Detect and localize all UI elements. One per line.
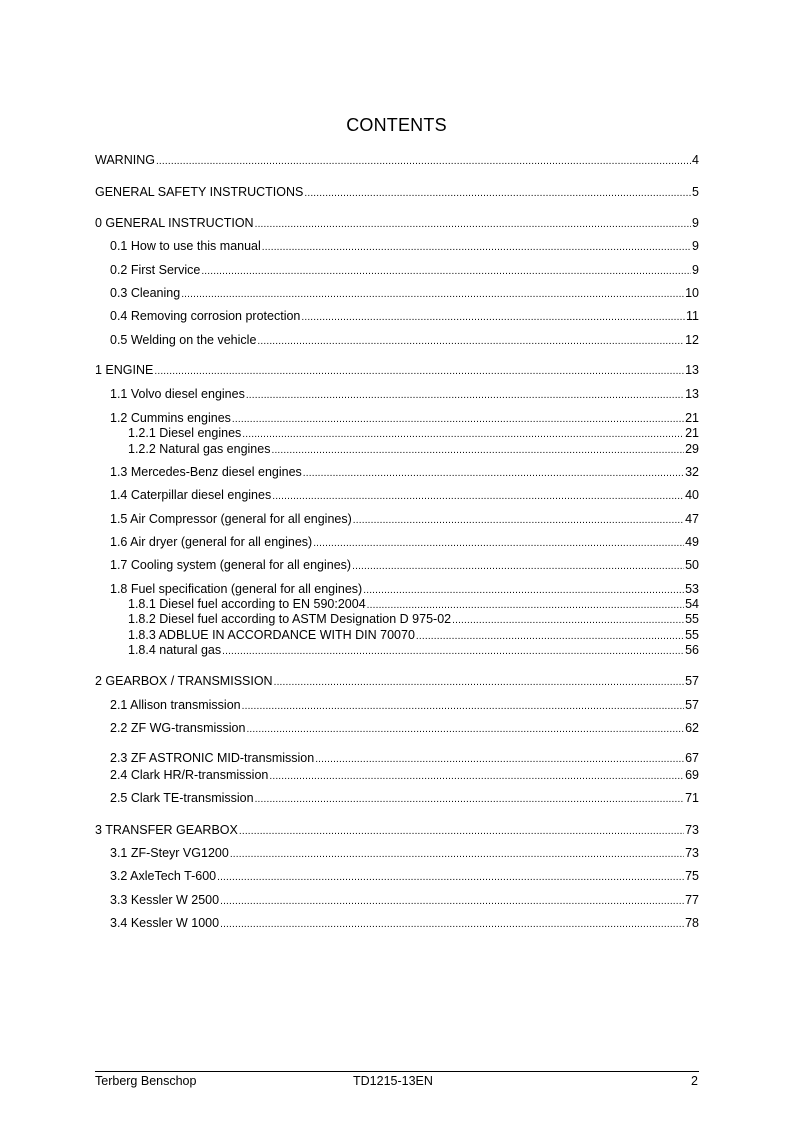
toc-entry-label: 2.5 Clark TE-transmission	[110, 791, 254, 805]
dot-leader	[303, 466, 684, 482]
toc-entry-label: 1 ENGINE	[95, 363, 154, 377]
toc-entry-page: 32	[685, 465, 699, 479]
toc-entry-page: 47	[685, 512, 699, 526]
toc-entry-label: 3.4 Kessler W 1000	[110, 916, 220, 930]
toc-entry-label: 1.8.4 natural gas	[128, 643, 222, 657]
toc-entry-1-8-1[interactable]	[128, 596, 699, 612]
toc-entry-page: 57	[685, 698, 699, 712]
dot-leader	[301, 310, 685, 326]
dot-leader	[313, 536, 684, 552]
dot-leader	[255, 217, 691, 233]
toc-entry-label: 0.2 First Service	[110, 263, 201, 277]
toc-entry-2-3[interactable]	[110, 750, 699, 766]
footer-page-number: 2	[691, 1074, 698, 1088]
toc-entry-label: 1.8 Fuel specification (general for all engines)	[110, 582, 363, 596]
toc-entry-safety[interactable]	[95, 184, 699, 200]
toc-entry-label: 3.3 Kessler W 2500	[110, 893, 220, 907]
toc-entry-label: 0.3 Cleaning	[110, 286, 181, 300]
toc-entry-section-2[interactable]	[95, 673, 699, 689]
dot-leader	[201, 264, 691, 280]
dot-leader	[304, 186, 691, 202]
toc-entry-2-2[interactable]	[110, 720, 699, 736]
toc-entry-label: 2.1 Allison transmission	[110, 698, 241, 712]
toc-entry-page: 10	[685, 286, 699, 300]
footer-divider	[95, 1071, 699, 1072]
toc-entry-1-7[interactable]	[110, 557, 699, 573]
toc-entry-page: 62	[685, 721, 699, 735]
toc-entry-page: 13	[685, 387, 699, 401]
toc-entry-1-6[interactable]	[110, 534, 699, 550]
toc-entry-label: 1.5 Air Compressor (general for all engines)	[110, 512, 352, 526]
dot-leader	[230, 847, 684, 863]
toc-entry-label: 2 GEARBOX / TRANSMISSION	[95, 674, 273, 688]
dot-leader	[156, 154, 691, 170]
toc-entry-3-1[interactable]	[110, 845, 699, 861]
dot-leader	[257, 334, 684, 350]
toc-entry-1-8-4[interactable]	[128, 642, 699, 658]
toc-entry-label: 0.4 Removing corrosion protection	[110, 309, 301, 323]
toc-entry-label: WARNING	[95, 153, 155, 167]
dot-leader	[353, 513, 684, 529]
toc-entry-warning[interactable]	[95, 152, 699, 168]
toc-entry-page: 12	[685, 333, 699, 347]
toc-entry-0-3[interactable]	[110, 285, 699, 301]
toc-entry-page: 71	[685, 791, 699, 805]
toc-entry-label: 1.1 Volvo diesel engines	[110, 387, 245, 401]
toc-entry-page: 55	[685, 628, 699, 642]
toc-entry-page: 67	[685, 751, 699, 765]
toc-entry-section-0[interactable]	[95, 215, 699, 231]
toc-entry-label: 2.2 ZF WG-transmission	[110, 721, 246, 735]
toc-entry-3-3[interactable]	[110, 892, 699, 908]
toc-entry-label: 0.1 How to use this manual	[110, 239, 261, 253]
toc-entry-label: 1.8.1 Diesel fuel according to EN 590:2004	[128, 597, 366, 611]
toc-entry-page: 13	[685, 363, 699, 377]
toc-entry-label: 1.2.2 Natural gas engines	[128, 442, 271, 456]
toc-entry-1-4[interactable]	[110, 487, 699, 503]
toc-entry-1-5[interactable]	[110, 511, 699, 527]
toc-entry-label: 2.3 ZF ASTRONIC MID-transmission	[110, 751, 315, 765]
toc-entry-1-3[interactable]	[110, 464, 699, 480]
toc-entry-label: 3.1 ZF-Steyr VG1200	[110, 846, 229, 860]
toc-entry-2-5[interactable]	[110, 790, 699, 806]
toc-entry-2-4[interactable]	[110, 767, 699, 783]
dot-leader	[246, 388, 684, 404]
toc-entry-page: 55	[685, 612, 699, 626]
toc-entry-page: 57	[685, 674, 699, 688]
toc-entry-label: 1.3 Mercedes-Benz diesel engines	[110, 465, 302, 479]
toc-entry-3-2[interactable]	[110, 868, 699, 884]
toc-entry-1-2[interactable]	[110, 410, 699, 426]
toc-entry-label: 1.2.1 Diesel engines	[128, 426, 242, 440]
toc-entry-label: 1.7 Cooling system (general for all engines)	[110, 558, 352, 572]
toc-entry-3-4[interactable]	[110, 915, 699, 931]
page-title: CONTENTS	[346, 115, 447, 135]
toc-entry-page: 54	[685, 597, 699, 611]
toc-entry-page: 73	[685, 823, 699, 837]
dot-leader	[220, 894, 684, 910]
dot-leader	[181, 287, 684, 303]
toc-entry-page: 49	[685, 535, 699, 549]
toc-entry-page: 75	[685, 869, 699, 883]
toc-entry-section-3[interactable]	[95, 822, 699, 838]
toc-entry-page: 50	[685, 558, 699, 572]
dot-leader	[246, 722, 684, 738]
dot-leader	[315, 752, 684, 768]
toc-entry-label: 1.6 Air dryer (general for all engines)	[110, 535, 313, 549]
dot-leader	[255, 792, 685, 808]
dot-leader	[352, 559, 684, 575]
toc-entry-0-1[interactable]	[110, 238, 699, 254]
dot-leader	[154, 364, 684, 380]
toc-entry-page: 29	[685, 442, 699, 456]
toc-entry-label: 3.2 AxleTech T-600	[110, 869, 217, 883]
toc-entry-label: 2.4 Clark HR/R-transmission	[110, 768, 269, 782]
toc-entry-1-1[interactable]	[110, 386, 699, 402]
toc-entry-1-8-2[interactable]	[128, 611, 699, 627]
toc-entry-page: 69	[685, 768, 699, 782]
toc-entry-page: 56	[685, 643, 699, 657]
dot-leader	[217, 870, 684, 886]
dot-leader	[242, 699, 684, 715]
toc-entry-label: 3 TRANSFER GEARBOX	[95, 823, 238, 837]
dot-leader	[274, 675, 685, 691]
toc-entry-page: 9	[692, 263, 699, 277]
dot-leader	[269, 769, 684, 785]
toc-entry-page: 9	[692, 216, 699, 230]
toc-entry-label: 0.5 Welding on the vehicle	[110, 333, 257, 347]
toc-entry-page: 53	[685, 582, 699, 596]
toc-entry-section-1[interactable]	[95, 362, 699, 378]
toc-entry-1-8[interactable]	[110, 581, 699, 597]
toc-entry-0-4[interactable]	[110, 308, 699, 324]
toc-entry-1-2-2[interactable]	[128, 441, 699, 457]
toc-entry-page: 21	[685, 411, 699, 425]
toc-entry-1-8-3[interactable]	[128, 627, 699, 643]
dot-leader	[222, 644, 684, 660]
footer-company: Terberg Benschop	[95, 1074, 197, 1088]
toc-entry-page: 21	[685, 426, 699, 440]
toc-entry-0-5[interactable]	[110, 332, 699, 348]
toc-entry-page: 40	[685, 488, 699, 502]
footer-doc-code: TD1215-13EN	[353, 1074, 433, 1088]
dot-leader	[271, 443, 684, 459]
toc-entry-1-2-1[interactable]	[128, 425, 699, 441]
dot-leader	[239, 824, 684, 840]
toc-entry-label: 1.8.2 Diesel fuel according to ASTM Designation D 975-02	[128, 612, 452, 626]
toc-entry-label: 1.2 Cummins engines	[110, 411, 231, 425]
toc-entry-page: 9	[692, 239, 699, 253]
toc-entry-page: 5	[692, 185, 699, 199]
dot-leader	[262, 240, 691, 256]
toc-entry-label: 0 GENERAL INSTRUCTION	[95, 216, 254, 230]
toc-entry-label: GENERAL SAFETY INSTRUCTIONS	[95, 185, 304, 199]
toc-entry-label: 1.4 Caterpillar diesel engines	[110, 488, 272, 502]
toc-entry-page: 77	[685, 893, 699, 907]
toc-entry-2-1[interactable]	[110, 697, 699, 713]
dot-leader	[272, 489, 684, 505]
toc-entry-page: 78	[685, 916, 699, 930]
toc-entry-page: 4	[692, 153, 699, 167]
toc-entry-label: 1.8.3 ADBLUE IN ACCORDANCE WITH DIN 70070	[128, 628, 415, 642]
toc-entry-0-2[interactable]	[110, 262, 699, 278]
toc-entry-page: 11	[686, 309, 699, 323]
dot-leader	[220, 917, 684, 933]
toc-entry-page: 73	[685, 846, 699, 860]
